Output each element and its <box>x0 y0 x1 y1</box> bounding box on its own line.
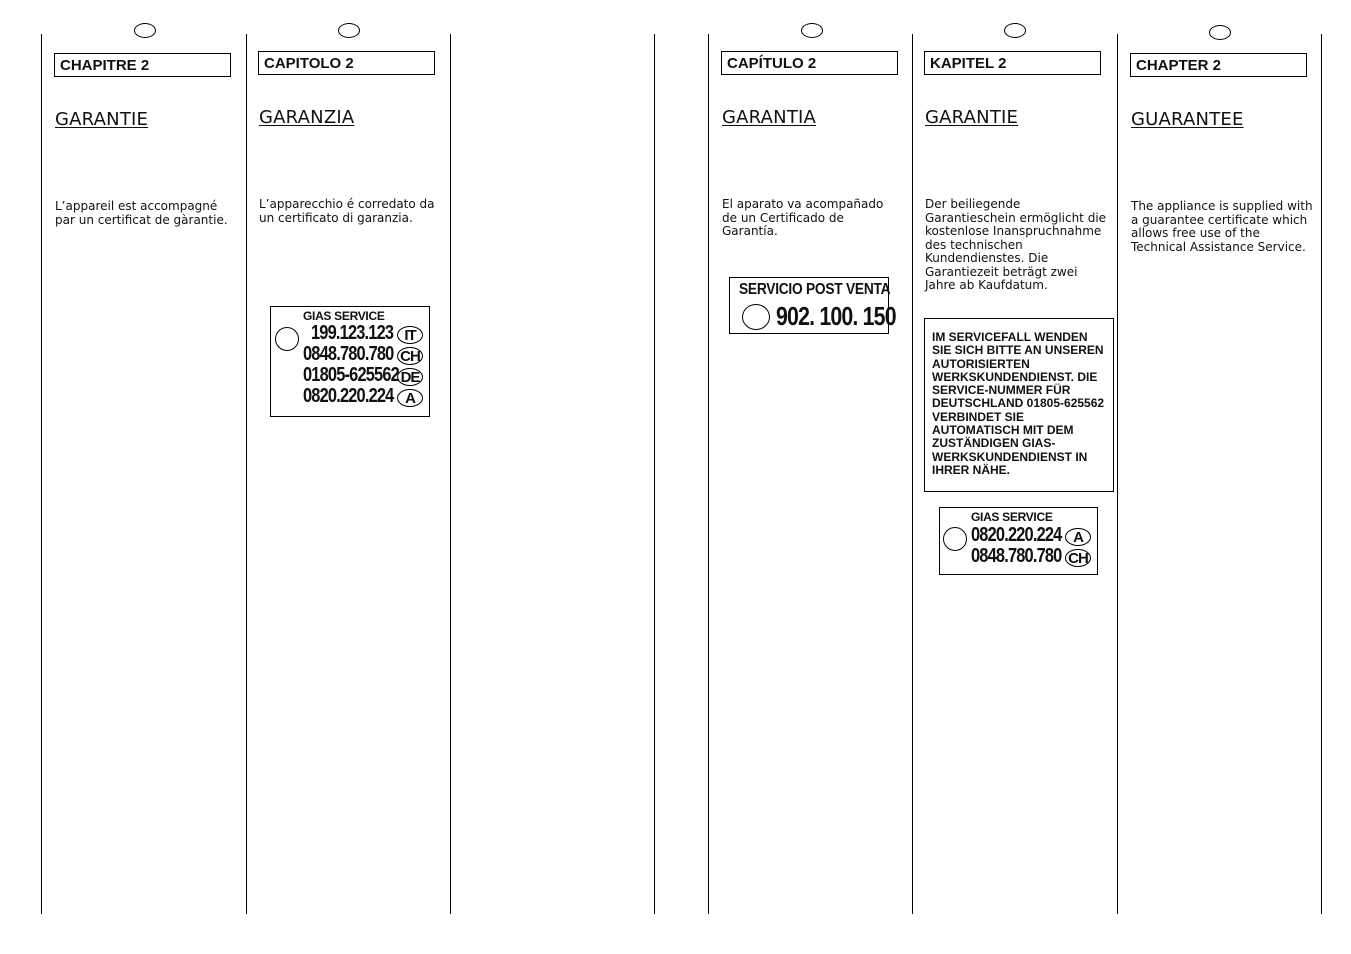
column-divider <box>708 34 709 914</box>
service-phone: 0848.780.780 <box>303 343 394 365</box>
service-heading: GIAS SERVICE <box>303 309 385 323</box>
service-number-box <box>939 507 1098 575</box>
body-text: The appliance is supplied with a guarantee certificate which allows free use of the Technical Assistance Service. <box>1131 199 1313 254</box>
section-title: GARANTIA <box>722 107 817 128</box>
language-badge <box>134 23 156 38</box>
body-text: El aparato va acompañado de un Certificado de Garantía. <box>722 197 884 238</box>
service-number-box <box>270 306 430 417</box>
chapter-heading: CAPITOLO 2 <box>258 51 435 75</box>
section-title: GARANTIE <box>55 109 149 130</box>
country-code-badge: A <box>1065 528 1091 546</box>
service-phone: 199.123.123 <box>311 322 394 344</box>
column-divider <box>1117 34 1118 914</box>
chapter-heading: KAPITEL 2 <box>924 51 1101 75</box>
service-notice-box: IM SERVICEFALL WENDEN SIE SICH BITTE AN UNSEREN AUTORISIERTEN WERKSKUNDENDIENST. DIE SERVICE-NUMMER FÜR DEUTSCHLAND 01805-625562 VERBINDET SIE AUTOMATISCH MIT DEM ZUSTÄNDIGEN GIAS-WERKSKUNDENDIENST IN IHRER NÄHE. <box>924 318 1114 492</box>
column-divider <box>41 34 42 914</box>
column-divider <box>912 34 913 914</box>
service-number-box <box>729 277 896 334</box>
column-divider <box>654 34 655 914</box>
section-title: GARANTIE <box>925 107 1019 128</box>
service-phone: 0820.220.224 <box>971 524 1062 546</box>
language-badge <box>1209 25 1231 40</box>
section-title: GUARANTEE <box>1131 109 1244 130</box>
body-text: L’appareil est accompagné par un certificat de gàrantie. <box>55 199 228 227</box>
country-code-badge: CH <box>397 347 423 365</box>
chapter-heading: CAPÍTULO 2 <box>721 51 898 75</box>
column-divider <box>450 34 451 914</box>
section-title: GARANZIA <box>259 107 355 128</box>
service-phone: 01805-625562 <box>303 364 399 386</box>
chapter-heading: CHAPTER 2 <box>1130 53 1307 77</box>
service-phone: 902. 100. 150 <box>776 301 896 331</box>
column-divider <box>1321 34 1322 914</box>
country-code-badge: IT <box>397 326 423 344</box>
logo-circle-icon <box>275 327 299 351</box>
service-heading: GIAS SERVICE <box>971 510 1053 524</box>
language-badge <box>338 23 360 38</box>
service-heading: SERVICIO POST VENTA <box>739 281 891 298</box>
body-text: L’apparecchio é corredato da un certificato di garanzia. <box>259 197 435 225</box>
column-divider <box>246 34 247 914</box>
logo-circle-icon <box>943 527 967 551</box>
country-code-badge: A <box>397 389 423 407</box>
service-phone: 0848.780.780 <box>971 545 1062 567</box>
logo-circle-icon <box>742 304 770 330</box>
country-code-badge: CH <box>1065 549 1091 567</box>
country-code-badge: DE <box>397 368 423 386</box>
language-badge <box>1004 23 1026 38</box>
language-badge <box>801 23 823 38</box>
chapter-heading: CHAPITRE 2 <box>54 53 231 77</box>
service-phone: 0820.220.224 <box>303 385 394 407</box>
body-text: Der beiliegende Garantieschein ermöglicht die kostenlose Inanspruchnahme des technischen Kundendienstes. Die Garantiezeit beträgt zwei Jahre ab Kaufdatum. <box>925 197 1107 292</box>
